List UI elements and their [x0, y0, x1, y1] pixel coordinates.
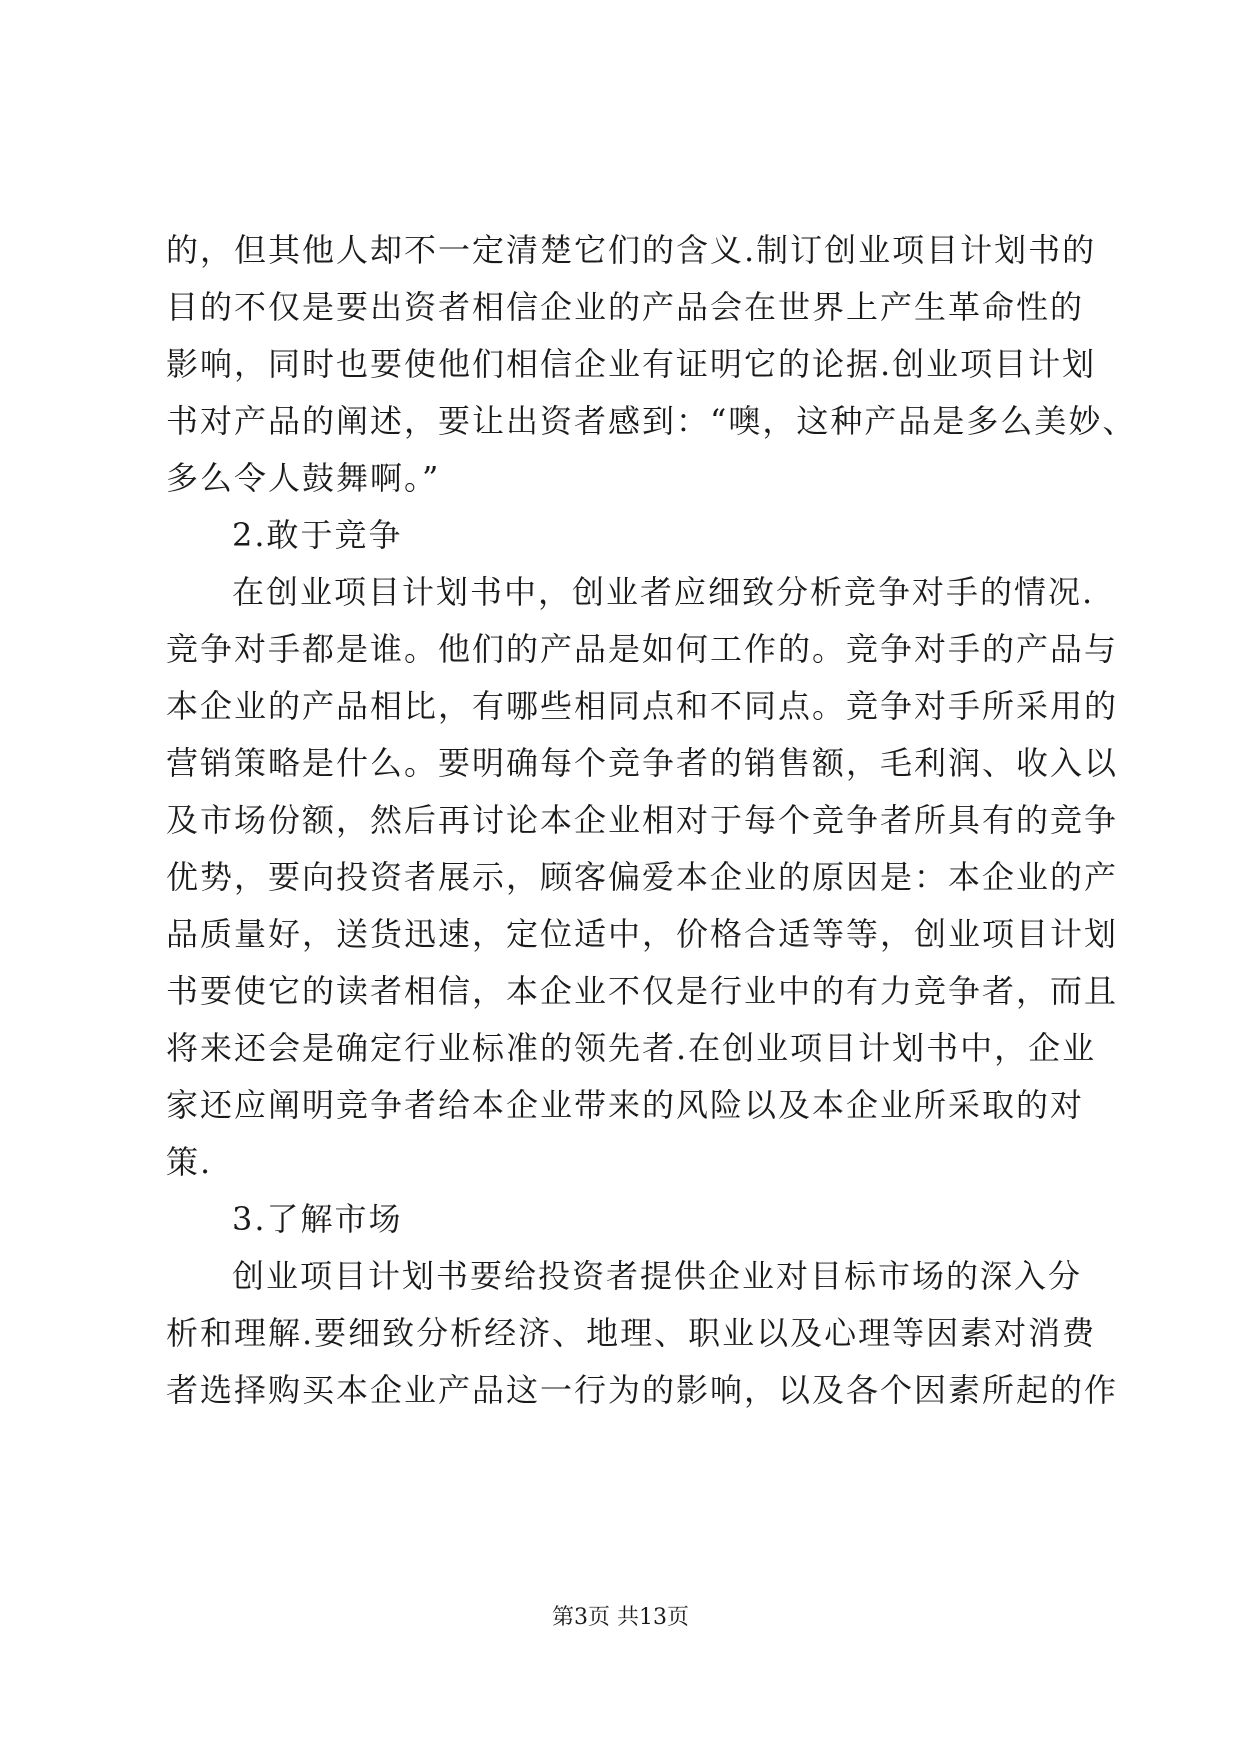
page-number-footer: 第3页 共13页	[552, 1605, 689, 1630]
section-heading: 3.了解市场	[232, 1200, 403, 1238]
text-line: 竞争对手都是谁。他们的产品是如何工作的。竞争对手的产品与	[166, 630, 1119, 668]
text-line: 影响，同时也要使他们相信企业有证明它的论据.创业项目计划	[166, 345, 1097, 383]
text-line: 策.	[166, 1143, 213, 1181]
text-line: 将来还会是确定行业标准的领先者.在创业项目计划书中，企业	[166, 1029, 1097, 1067]
text-line: 品质量好，送货迅速，定位适中，价格合适等等，创业项目计划	[166, 915, 1119, 953]
text-line: 目的不仅是要出资者相信企业的产品会在世界上产生革命性的	[166, 288, 1085, 326]
text-line: 多么令人鼓舞啊。”	[166, 459, 441, 497]
text-line: 析和理解.要细致分析经济、地理、职业以及心理等因素对消费	[166, 1314, 1097, 1352]
text-line: 本企业的产品相比，有哪些相同点和不同点。竞争对手所采用的	[166, 687, 1119, 725]
text-line: 者选择购买本企业产品这一行为的影响，以及各个因素所起的作	[166, 1371, 1119, 1409]
text-line: 书要使它的读者相信，本企业不仅是行业中的有力竞争者，而且	[166, 972, 1119, 1010]
text-line: 及市场份额，然后再讨论本企业相对于每个竞争者所具有的竞争	[166, 801, 1119, 839]
text-line: 在创业项目计划书中，创业者应细致分析竞争对手的情况.	[232, 573, 1095, 611]
text-line: 创业项目计划书要给投资者提供企业对目标市场的深入分	[232, 1257, 1083, 1295]
text-line: 优势，要向投资者展示，顾客偏爱本企业的原因是：本企业的产	[166, 858, 1119, 896]
section-heading: 2.敢于竞争	[232, 516, 403, 554]
text-line: 的，但其他人却不一定清楚它们的含义.制订创业项目计划书的	[166, 231, 1097, 269]
text-line: 书对产品的阐述，要让出资者感到：“噢，这种产品是多么美妙、	[166, 402, 1137, 440]
text-line: 家还应阐明竞争者给本企业带来的风险以及本企业所采取的对	[166, 1086, 1085, 1124]
text-line: 营销策略是什么。要明确每个竞争者的销售额，毛利润、收入以	[166, 744, 1119, 782]
